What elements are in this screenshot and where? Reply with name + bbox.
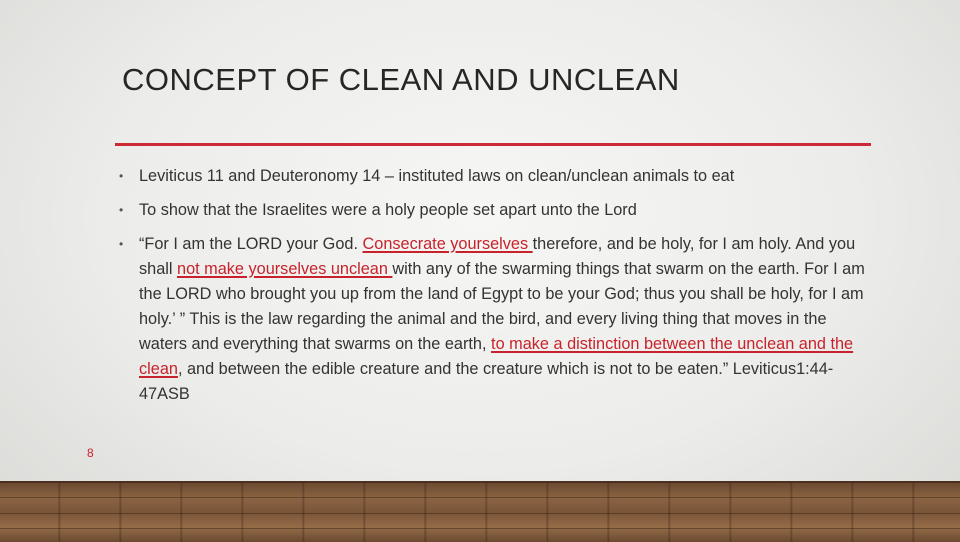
bullet-text: Leviticus 11 and Deuteronomy 14 – instituted laws on clean/unclean animals to eat [139, 167, 735, 185]
emphasis-consecrate: Consecrate yourselves [362, 235, 533, 253]
bullet-item-scripture [116, 232, 866, 407]
emphasis-distinction: to make a distinction between the unclean and the clean [139, 335, 854, 378]
bullet-icon: • [119, 169, 124, 183]
scripture-part: , and between the edible creature and the creature which is not to be eaten.” Leviticus1:44-47ASB [139, 360, 834, 403]
bullet-icon: • [119, 203, 124, 217]
slide-title: CONCEPT OF CLEAN AND UNCLEAN [122, 62, 680, 97]
floor-plank-line [0, 497, 960, 498]
scripture-part: with any of the swarming things that swarm on the earth. For I am the LORD who brought you up from the land of Egypt to be your God; thus you shall be holy, for I am holy.’ ” This is the law regarding the animal and the bird, and every living thing that moves in the waters and everything that swarms on the earth, [139, 260, 865, 353]
emphasis-not-unclean: not make yourselves unclean [177, 260, 393, 278]
bullet-list [116, 164, 866, 416]
wood-floor-decoration [0, 481, 960, 542]
title-underline [115, 143, 871, 146]
page-number: 8 [87, 446, 94, 460]
scripture-text [139, 235, 865, 403]
bullet-item [116, 198, 866, 223]
bullet-icon: • [119, 237, 124, 251]
floor-plank-line [0, 528, 960, 529]
scripture-part: “For I am the LORD your God. [139, 235, 363, 253]
scripture-part: therefore, and be holy, for I am holy. And you shall [139, 235, 856, 278]
bullet-text: To show that the Israelites were a holy people set apart unto the Lord [139, 201, 637, 219]
floor-plank-line [0, 513, 960, 514]
bullet-item [116, 164, 866, 189]
